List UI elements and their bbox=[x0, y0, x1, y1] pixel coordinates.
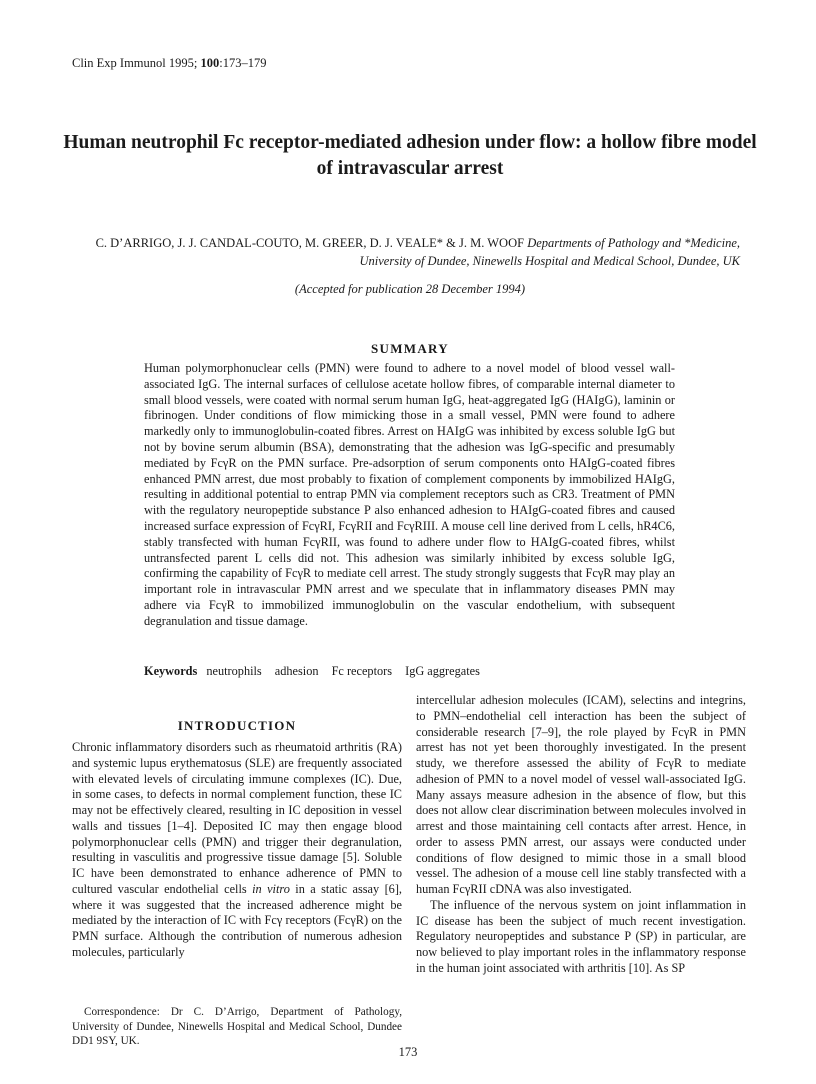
journal-reference bbox=[72, 56, 266, 71]
author-block bbox=[80, 234, 740, 270]
article-title: Human neutrophil Fc receptor-mediated adhesion under flow: a hollow fibre model of intravascular arrest bbox=[63, 132, 757, 179]
intro-text: in a static assay [6], where it was suggested that the increased adherence might be mediated by the interaction of IC with Fcγ receptors (FcγR) on the PMN surface. Although the contribution of numerous adhesion molecules, particularly bbox=[72, 881, 402, 959]
journal-volume: 100 bbox=[200, 56, 220, 70]
summary-text: Human polymorphonuclear cells (PMN) were found to adhere to a novel model of blood vessel wall-associated IgG. The internal surfaces of cellulose acetate hollow fibres, of comparable internal diameter to small blood vessels, were coated with normal serum human IgG, heat-aggregated IgG (HAIgG), laminin or fibrinogen. Under conditions of flow mimicking those in a small vessel, PMN were found to adhere markedly only to immunoglobulin-coated fibres. Arrest on HAIgG was inhibited by excess soluble IgG but not by bovine serum albumin (BSA), demonstrating that the adhesion was IgG-specific and presumably mediated by FcγR on the PMN surface. Pre-adsorption of serum components onto HAIgG-coated fibres enhanced PMN arrest, due most probably to fixation of complement components by immobilized HAIgG, resulting in additional potential to entrap PMN via complement receptors such as CR3. Treatment of PMN with the regulatory neuropeptide substance P also enhanced adhesion to HAIgG-coated fibres and caused increased surface expression of FcγRI, FcγRII and FcγRIII. A mouse cell line derived from L cells, hR4C6, stably transfected with human FcγRII, was found to adhere under flow to HAIgG-coated fibres, whilst untransfected parent L cells did not. This adhesion was similarly inhibited by excess soluble IgG, confirming the capability of FcγR to mediate cell arrest. The study strongly suggests that FcγR may play an important role in intravascular PMN arrest and we speculate that in inflammatory diseases PMN may adhere via FcγR to immobilized immunoglobulin on the vascular endothelium, with subsequent degranulation and tissue damage. bbox=[144, 361, 675, 628]
keywords-label: Keywords bbox=[144, 664, 198, 678]
intro-italic: in vitro bbox=[252, 881, 290, 896]
intro-paragraph-2: The influence of the nervous system on joint inflammation in IC disease has been the subject of much recent investigation. Regulatory neuropeptides and substance P (SP) in particular, are now believed to play important roles in the inflammatory response in the human joint associated with arthritis [10]. As SP bbox=[416, 897, 746, 975]
journal-ref-text: Clin Exp Immunol 1995; bbox=[72, 56, 201, 70]
keywords-line bbox=[144, 664, 684, 679]
right-column bbox=[416, 693, 746, 977]
left-column bbox=[72, 740, 402, 961]
author-names: C. D’ARRIGO, J. J. CANDAL-COUTO, M. GREER, D. J. VEALE* & J. M. WOOF bbox=[95, 236, 528, 250]
accepted-date: (Accepted for publication 28 December 1994) bbox=[294, 282, 526, 296]
journal-pages: :173–179 bbox=[219, 56, 267, 70]
keyword: Fc receptors bbox=[331, 664, 393, 678]
keyword: IgG aggregates bbox=[405, 664, 480, 678]
introduction-heading: INTRODUCTION bbox=[177, 718, 297, 733]
correspondence-footnote: Correspondence: Dr C. D’Arrigo, Department of Pathology, University of Dundee, Ninewells Hospital and Medical School, Dundee DD1 9SY, UK. bbox=[72, 1006, 402, 1047]
summary-heading: SUMMARY bbox=[371, 341, 449, 356]
page-number: 173 bbox=[398, 1045, 418, 1059]
intro-text: Chronic inflammatory disorders such as rheumatoid arthritis (RA) and systemic lupus erythematosus (SLE) are frequently associated with elevated levels of circulating immune complexes (IC). Due, in some cases, to defects in normal complement function, these IC may not be effectively cleared, resulting in IC deposition in vessel walls and tissues [1–4]. Deposited IC may then engage blood polymorphonuclear cells (PMN) and trigger their degranulation, resulting in vasculitis and progressive tissue damage [5]. Soluble IC have been demonstrated to enhance adherence of PMN to cultured vascular endothelial cells bbox=[72, 740, 402, 896]
intro-paragraph-1-continued: intercellular adhesion molecules (ICAM), selectins and integrins, to PMN–endothelial cell interaction has been the subject of considerable research [7–9], the role played by FcγR in PMN arrest has not yet been thoroughly investigated. In the present study, we therefore assessed the ability of FcγR to mediate adhesion of PMN to a novel model of vessel wall-associated IgG. Many assays measure adhesion in the absence of flow, but this does not allow clear discrimination between molecules involved in arrest and those maintaining cell contacts after arrest. Hence, in order to assess PMN arrest, our assays were conducted under conditions of flow designed to mimic those in a small blood vessel. The adhesion of a mouse cell line stably transfected with a human FcγRII cDNA was also investigated. bbox=[416, 693, 746, 896]
keyword: neutrophils bbox=[206, 664, 262, 678]
intro-paragraph-1 bbox=[72, 740, 402, 961]
author-affiliation: Departments of Pathology and *Medicine, University of Dundee, Ninewells Hospital and Medical School, Dundee, UK bbox=[359, 236, 740, 268]
keyword: adhesion bbox=[274, 664, 319, 678]
